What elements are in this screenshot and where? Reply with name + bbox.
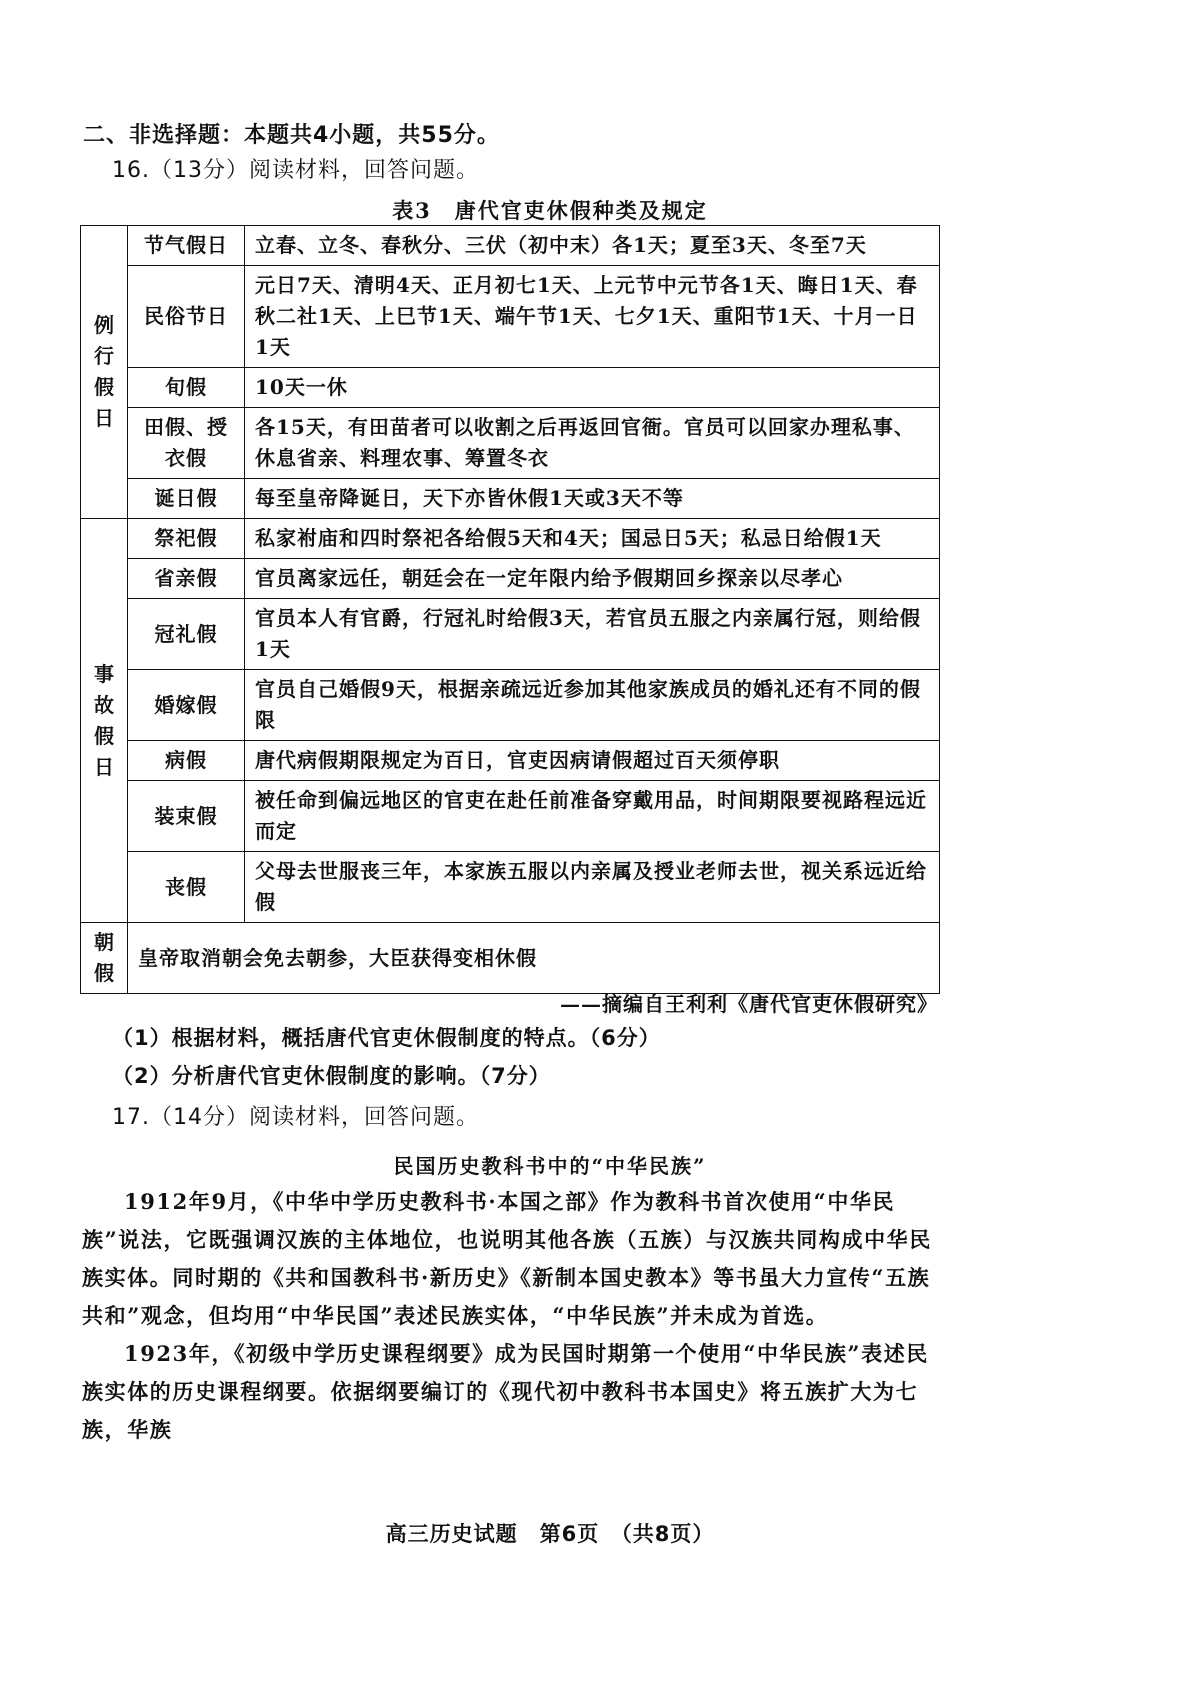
section-heading: 二、非选择题：本题共4小题，共55分。 (83, 123, 500, 148)
holiday-rule: 父母去世服丧三年，本家族五服以内亲属及授业老师去世，视关系远近给假 (245, 852, 940, 923)
holiday-type: 婚嫁假 (128, 670, 245, 741)
holiday-rule: 官员自己婚假9天，根据亲疏远近参加其他家族成员的婚礼还有不同的假限 (245, 670, 940, 741)
holiday-type: 祭祀假 (128, 519, 245, 559)
holiday-rule: 立春、立冬、春秋分、三伏（初中末）各1天；夏至3天、冬至7天 (245, 226, 940, 266)
table-row (81, 408, 940, 479)
table-row (81, 599, 940, 670)
holiday-rule: 每至皇帝降诞日，天下亦皆休假1天或3天不等 (245, 479, 940, 519)
source-citation: ——摘编自王利利《唐代官吏休假研究》 (560, 992, 938, 1016)
material-title: 民国历史教科书中的“中华民族” (393, 1154, 707, 1178)
holiday-type: 旬假 (128, 368, 245, 408)
page-footer: 高三历史试题 第6页 （共8页） (385, 1522, 715, 1546)
question-17-stem: 17.（14分）阅读材料，回答问题。 (112, 1105, 479, 1130)
holiday-rule: 皇帝取消朝会免去朝参，大臣获得变相休假 (128, 923, 940, 994)
table-row (81, 923, 940, 994)
holiday-rule: 唐代病假期限规定为百日，官吏因病请假超过百天须停职 (245, 741, 940, 781)
category-routine: 例 行 假 日 (81, 226, 128, 519)
holiday-table (80, 225, 940, 994)
holiday-rule: 官员本人有官爵，行冠礼时给假3天，若官员五服之内亲属行冠，则给假1天 (245, 599, 940, 670)
table-row (81, 368, 940, 408)
material-paragraph-1: 1912年9月，《中华中学历史教科书·本国之部》作为教科书首次使用“中华民族”说法，它既强调汉族的主体地位，也说明其他各族（五族）与汉族共同构成中华民族实体。同时期的《共和国教科书·新历史》《新制本国史教本》等书虽大力宣传“五族共和”观念，但均用“中华民国”表述民族实体，“中华民族”并未成为首选。 (82, 1189, 932, 1328)
holiday-type: 冠礼假 (128, 599, 245, 670)
holiday-type: 病假 (128, 741, 245, 781)
question-16-stem: 16.（13分）阅读材料，回答问题。 (112, 158, 479, 183)
holiday-rule: 元日7天、清明4天、正月初七1天、上元节中元节各1天、晦日1天、春秋二社1天、上巳节1天、端午节1天、七夕1天、重阳节1天、十月一日1天 (245, 266, 940, 368)
sub-question-2: （2）分析唐代官吏休假制度的影响。（7分） (112, 1064, 551, 1088)
holiday-rule: 官员离家远任，朝廷会在一定年限内给予假期回乡探亲以尽孝心 (245, 559, 940, 599)
holiday-type: 装束假 (128, 781, 245, 852)
sub-question-1: （1）根据材料，概括唐代官吏休假制度的特点。（6分） (112, 1026, 661, 1050)
holiday-rule: 10天一休 (245, 368, 940, 408)
category-incident: 事 故 假 日 (81, 519, 128, 923)
table-caption: 表3 唐代官吏休假种类及规定 (392, 198, 708, 223)
holiday-type: 丧假 (128, 852, 245, 923)
category-court: 朝 假 (81, 923, 128, 994)
table-row (81, 741, 940, 781)
holiday-type: 省亲假 (128, 559, 245, 599)
holiday-rule: 被任命到偏远地区的官吏在赴任前准备穿戴用品，时间期限要视路程远近而定 (245, 781, 940, 852)
table-row (81, 559, 940, 599)
table-row (81, 670, 940, 741)
table-row (81, 226, 940, 266)
holiday-type: 田假、授衣假 (128, 408, 245, 479)
table-row (81, 479, 940, 519)
table-row (81, 852, 940, 923)
table-row (81, 266, 940, 368)
holiday-type: 民俗节日 (128, 266, 245, 368)
holiday-rule: 各15天，有田苗者可以收割之后再返回官衙。官员可以回家办理私事、休息省亲、料理农事、筹置冬衣 (245, 408, 940, 479)
material-paragraph-2: 1923年，《初级中学历史课程纲要》成为民国时期第一个使用“中华民族”表述民族实体的历史课程纲要。依据纲要编订的《现代初中教科书本国史》将五族扩大为七族，华族 (82, 1341, 929, 1442)
holiday-type: 诞日假 (128, 479, 245, 519)
table-row (81, 781, 940, 852)
table-row (81, 519, 940, 559)
holiday-type: 节气假日 (128, 226, 245, 266)
holiday-rule: 私家祔庙和四时祭祀各给假5天和4天；国忌日5天；私忌日给假1天 (245, 519, 940, 559)
